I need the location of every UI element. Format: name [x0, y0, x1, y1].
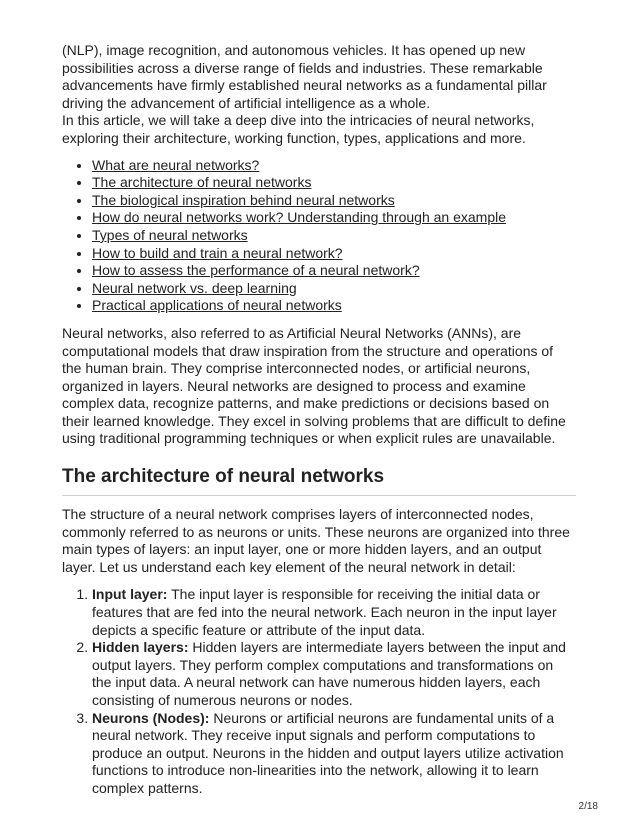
list-item: [92, 710, 576, 798]
list-item: [92, 639, 576, 709]
table-of-contents: [62, 157, 576, 315]
list-item-term: Hidden layers:: [92, 639, 189, 656]
toc-link-types[interactable]: Types of neural networks: [92, 226, 248, 243]
toc-item: [92, 280, 576, 298]
toc-link-biological-inspiration[interactable]: The biological inspiration behind neural networks: [92, 191, 395, 208]
toc-link-vs-deep-learning[interactable]: Neural network vs. deep learning: [92, 279, 297, 296]
list-item-text: Neurons or artificial neurons are fundamental units of a neural network. They receive input signals and perform computations to produce an output. Neurons in the hidden and output layers utilize activation functions to introduce non-linearities into the network, allowing it to learn complex patterns.: [92, 709, 564, 796]
layers-list: [62, 586, 576, 797]
toc-item: [92, 157, 576, 175]
page-number: 2/18: [578, 801, 598, 812]
toc-item: [92, 245, 576, 263]
article-overview-paragraph: In this article, we will take a deep dive into the intricacies of neural networks, exploring their architecture, working function, types, applications and more.: [62, 112, 535, 146]
toc-link-practical-applications[interactable]: Practical applications of neural networks: [92, 297, 342, 314]
toc-link-what-are-neural-networks[interactable]: What are neural networks?: [92, 156, 260, 173]
toc-item: [92, 262, 576, 280]
toc-item: [92, 227, 576, 245]
intro-paragraph: (NLP), image recognition, and autonomous vehicles. It has opened up new possibilities across a diverse range of fields and industries. These remarkable advancements have firmly established neural networks as a fundamental pillar driving the advancement of artificial intelligence as a whole.: [62, 42, 547, 111]
toc-item: [92, 192, 576, 210]
toc-item: [92, 297, 576, 315]
toc-link-how-they-work[interactable]: How do neural networks work? Understanding through an example: [92, 209, 507, 226]
list-item-term: Neurons (Nodes):: [92, 709, 210, 726]
list-item: [92, 586, 576, 639]
toc-link-assess-performance[interactable]: How to assess the performance of a neural network?: [92, 262, 420, 279]
list-item-text: The input layer is responsible for receiving the initial data or features that are fed into the neural network. Each neuron in the input layer depicts a specific feature or attribute of the input data.: [92, 586, 557, 638]
toc-link-build-and-train[interactable]: How to build and train a neural network?: [92, 244, 343, 261]
list-item-text: Hidden layers are intermediate layers between the input and output layers. They perform complex computations and transformations on the input data. A neural network can have numerous hidden layers, each consisting of numerous neurons or nodes.: [92, 639, 566, 708]
list-item-term: Input layer:: [92, 586, 168, 603]
section-heading: The architecture of neural networks: [62, 465, 576, 496]
definition-paragraph: Neural networks, also referred to as Artificial Neural Networks (ANNs), are computational models that draw inspiration from the structure and operations of the human brain. They comprise interconnected nodes, or artificial neurons, organized in layers. Neural networks are designed to process and examine complex data, recognize patterns, and make predictions or decisions based on their learned knowledge. They excel in solving problems that are difficult to define using traditional programming techniques or when explicit rules are unavailable.: [62, 324, 566, 447]
toc-item: [92, 209, 576, 227]
toc-item: [92, 174, 576, 192]
intro-section: [62, 42, 576, 148]
section-intro-paragraph: The structure of a neural network comprises layers of interconnected nodes, commonly referred to as neurons or units. These neurons are organized into three main types of layers: an input layer, one or more hidden layers, and an output layer. Let us understand each key element of the neural network in detail:: [62, 506, 570, 575]
toc-link-architecture[interactable]: The architecture of neural networks: [92, 174, 312, 191]
